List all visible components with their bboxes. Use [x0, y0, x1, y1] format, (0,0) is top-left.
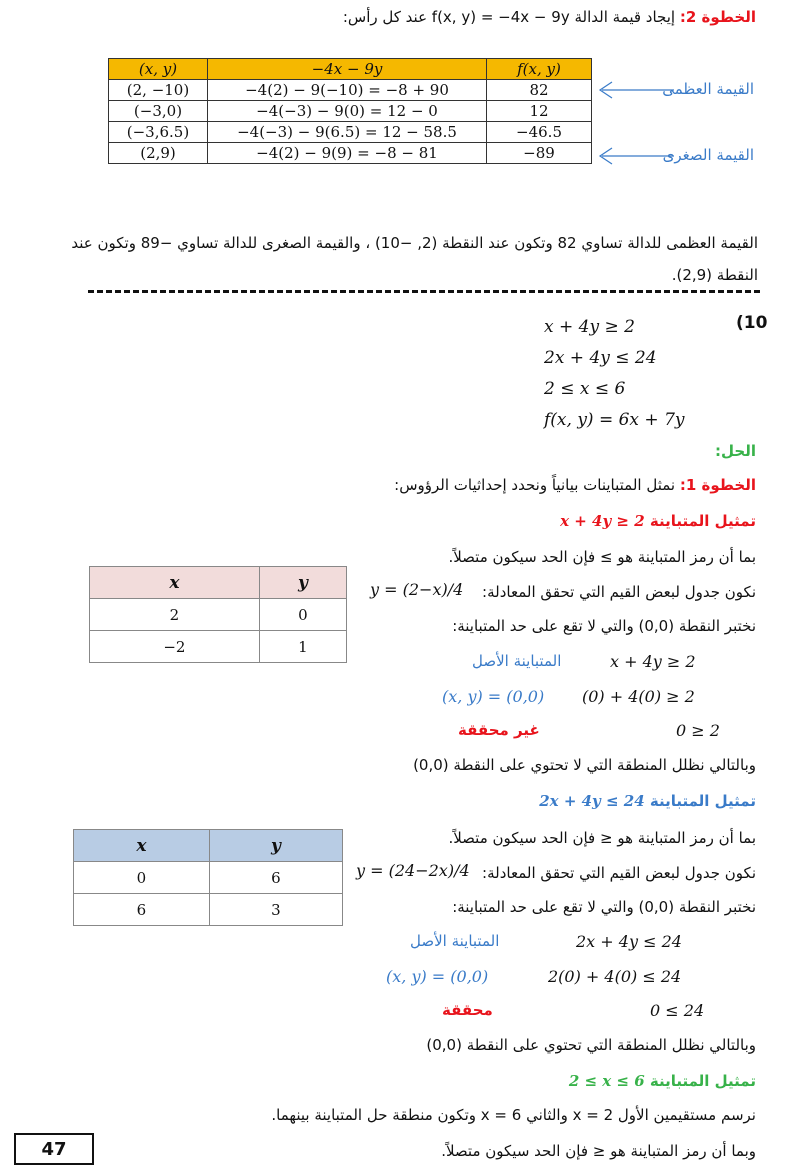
table-cell: (2,9) — [109, 143, 208, 164]
step2-label: الخطوة 2: — [679, 8, 756, 26]
step2-line — [36, 8, 756, 26]
table-row — [90, 599, 347, 631]
table-cell: 2 — [90, 599, 260, 631]
table-row — [109, 143, 592, 164]
table-row — [74, 862, 343, 894]
ineq1-equation: y = (2−x)/4 — [370, 580, 464, 599]
ineq2-line4: وبالتالي نظلل المنطقة التي تحتوي على النقطة (0,0) — [426, 1036, 756, 1054]
step2-text: إيجاد قيمة الدالة f(x, y) = −4x − 9y عند كل رأس: — [342, 8, 676, 26]
table-cell: 12 — [487, 101, 592, 122]
ineq2-equation: y = (24−2x)/4 — [356, 861, 470, 880]
ineq2-result-label: محققة — [442, 1001, 493, 1019]
ineq2-test-label2: (x, y) = (0,0) — [386, 967, 489, 986]
table-row — [109, 80, 592, 101]
ineq2-test-math1: 2x + 4y ≤ 24 — [576, 932, 682, 951]
table-row — [90, 631, 347, 663]
ineq1-test-math2: (0) + 4(0) ≥ 2 — [582, 687, 695, 706]
problem-number: (10 — [736, 313, 768, 333]
table-cell: 6 — [74, 894, 210, 926]
table-cell: 0 — [74, 862, 210, 894]
step1-line — [36, 476, 756, 494]
table-cell: −4(2) − 9(9) = −8 − 81 — [208, 143, 487, 164]
table-cell: −89 — [487, 143, 592, 164]
table-cell: −46.5 — [487, 122, 592, 143]
ineq2-test-math2: 2(0) + 4(0) ≤ 24 — [548, 967, 682, 986]
constraint-1: x + 4y ≥ 2 — [544, 317, 635, 337]
ineq1-heading-math: x + 4y ≥ 2 — [560, 512, 645, 530]
page-number: 47 — [14, 1133, 94, 1165]
table-cell: 3 — [209, 894, 342, 926]
table-header-cell: (x, y) — [109, 59, 208, 80]
table-header-row — [74, 830, 343, 862]
ineq1-result-math: 0 ≥ 2 — [676, 721, 720, 740]
constraint-2: 2x + 4y ≤ 24 — [544, 348, 657, 368]
ineq3-line2: وبما أن رمز المتباينة هو ≤ فإن الحد سيكون متصلاً. — [441, 1142, 756, 1160]
table-header-row — [109, 59, 592, 80]
table-row — [109, 101, 592, 122]
table-cell: 1 — [259, 631, 346, 663]
ineq1-heading — [560, 512, 756, 530]
conclusion-line-2: النقطة (2,9). — [671, 266, 758, 284]
min-annotation: القيمة الصغرى — [662, 146, 754, 164]
objective-function: f(x, y) = 6x + 7y — [544, 410, 685, 430]
ineq2-heading-math: 2x + 4y ≤ 24 — [539, 792, 645, 810]
step1-label: الخطوة 1: — [679, 476, 756, 494]
conclusion-line-1: القيمة العظمى للدالة تساوي 82 وتكون عند النقطة (2, −10) ، والقيمة الصغرى للدالة تساوي −89 وتكون عند — [71, 234, 758, 252]
table-header-row — [90, 567, 347, 599]
ineq2-values-table — [73, 829, 343, 926]
ineq2-line1: بما أن رمز المتباينة هو ≤ فإن الحد سيكون متصلاً. — [448, 829, 756, 847]
ineq1-line2: نكون جدول لبعض القيم التي تحقق المعادلة: — [482, 583, 756, 601]
ineq3-heading-label: تمثيل المتباينة — [649, 1072, 756, 1090]
ineq1-test-label1: المتباينة الأصل — [472, 652, 562, 670]
max-annotation: القيمة العظمى — [662, 80, 754, 98]
table-cell: 6 — [209, 862, 342, 894]
solution-label: الحل: — [715, 442, 756, 460]
ineq1-test-math1: x + 4y ≥ 2 — [610, 652, 696, 671]
table-header-cell: y — [259, 567, 346, 599]
table-cell: −2 — [90, 631, 260, 663]
ineq2-heading-label: تمثيل المتباينة — [649, 792, 756, 810]
ineq1-line3: نختبر النقطة (0,0) والتي لا تقع على حد المتباينة: — [452, 617, 756, 635]
ineq2-result-math: 0 ≤ 24 — [650, 1001, 705, 1020]
table-cell: (2, −10) — [109, 80, 208, 101]
table-cell: −4(−3) − 9(6.5) = 12 − 58.5 — [208, 122, 487, 143]
table-cell: 0 — [259, 599, 346, 631]
conclusion — [38, 227, 758, 291]
ineq2-test-label1: المتباينة الأصل — [410, 932, 500, 950]
table-cell: (−3,0) — [109, 101, 208, 122]
ineq3-line1: نرسم مستقيمين الأول x = 2 والثاني x = 6 وتكون منطقة حل المتباينة بينهما. — [271, 1106, 756, 1124]
ineq1-result-label: غير محققة — [458, 721, 540, 739]
ineq3-heading — [569, 1072, 756, 1090]
step1-text: نمثل المتباينات بيانياً ونحدد إحداثيات الرؤوس: — [394, 476, 676, 494]
table-header-cell: −4x − 9y — [208, 59, 487, 80]
ineq1-line4: وبالتالي نظلل المنطقة التي لا تحتوي على النقطة (0,0) — [413, 756, 756, 774]
table-header-cell: f(x, y) — [487, 59, 592, 80]
constraint-3: 2 ≤ x ≤ 6 — [544, 379, 626, 399]
table-cell: (−3,6.5) — [109, 122, 208, 143]
table-row — [109, 122, 592, 143]
table-row — [74, 894, 343, 926]
ineq1-line1: بما أن رمز المتباينة هو ≥ فإن الحد سيكون متصلاً. — [448, 548, 756, 566]
ineq2-line3: نختبر النقطة (0,0) والتي لا تقع على حد المتباينة: — [452, 898, 756, 916]
section-divider — [88, 290, 760, 293]
ineq1-test-label2: (x, y) = (0,0) — [442, 687, 545, 706]
ineq3-heading-math: 2 ≤ x ≤ 6 — [568, 1072, 645, 1090]
table-header-cell: x — [90, 567, 260, 599]
table-header-cell: y — [209, 830, 342, 862]
ineq1-heading-label: تمثيل المتباينة — [649, 512, 756, 530]
table-cell: 82 — [487, 80, 592, 101]
table-cell: −4(2) − 9(−10) = −8 + 90 — [208, 80, 487, 101]
table-header-cell: x — [74, 830, 210, 862]
ineq2-line2: نكون جدول لبعض القيم التي تحقق المعادلة: — [482, 864, 756, 882]
vertex-values-table — [108, 58, 592, 164]
ineq2-heading — [539, 792, 756, 810]
ineq1-values-table — [89, 566, 347, 663]
constraints-list — [544, 312, 684, 436]
table-cell: −4(−3) − 9(0) = 12 − 0 — [208, 101, 487, 122]
